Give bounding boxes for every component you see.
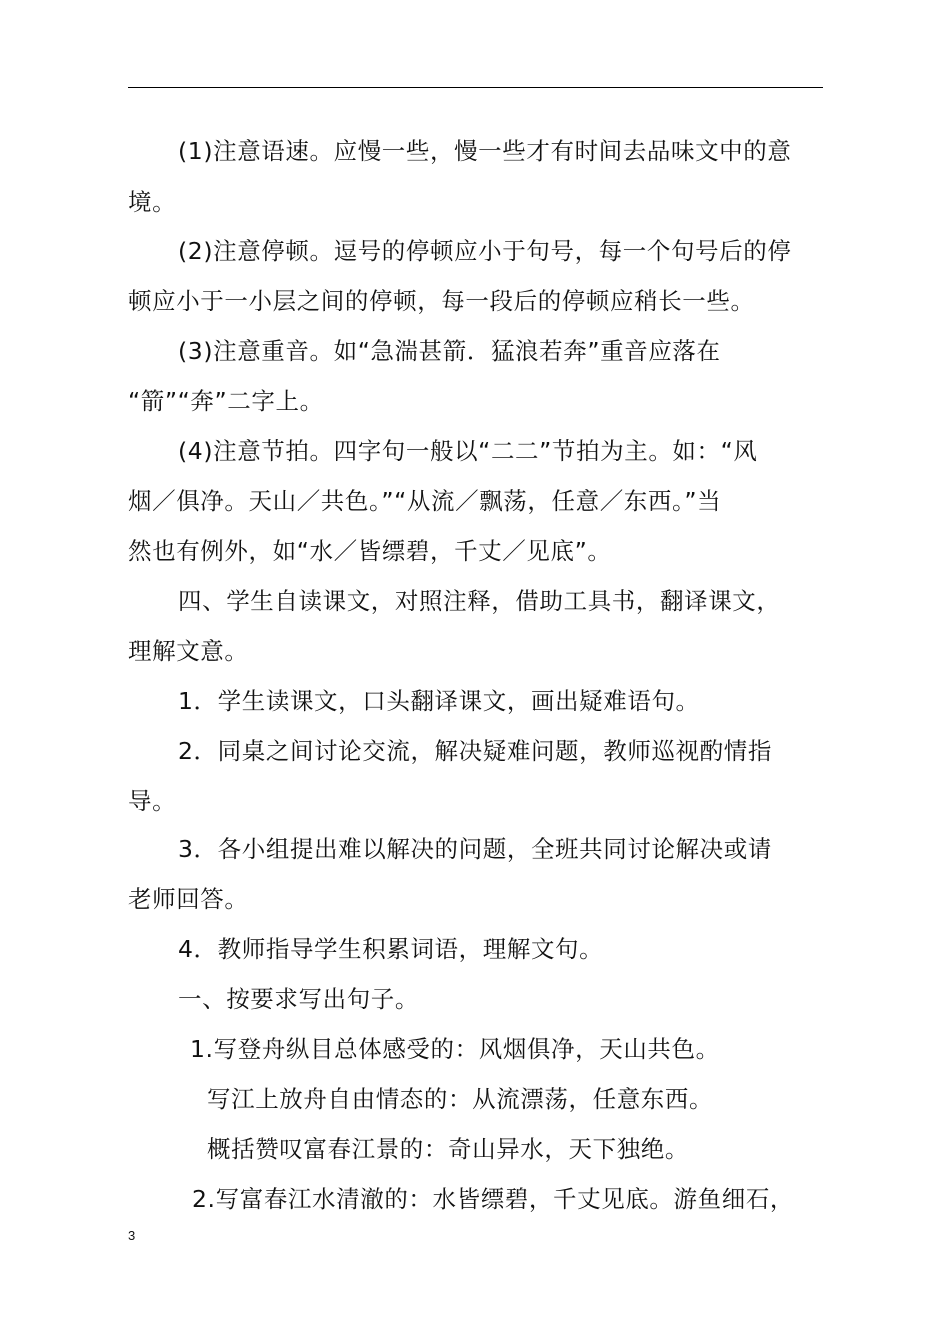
text-line: 顿应小于一小层之间的停顿，每一段后的停顿应稍长一些。 xyxy=(128,287,755,315)
text-line: (2)注意停顿。逗号的停顿应小于句号，每一个句号后的停 xyxy=(178,237,792,265)
text-line: (1)注意语速。应慢一些，慢一些才有时间去品味文中的意 xyxy=(178,137,792,165)
text-line: 四、学生自读课文，对照注释，借助工具书，翻译课文， xyxy=(178,587,781,615)
text-line: 一、按要求写出句子。 xyxy=(178,985,419,1013)
text-line: 4．教师指导学生积累词语，理解文句。 xyxy=(178,935,604,963)
text-line: (4)注意节拍。四字句一般以“二二”节拍为主。如：“风 xyxy=(178,437,758,465)
text-line: 理解文意。 xyxy=(128,637,249,665)
text-line: 老师回答。 xyxy=(128,885,249,913)
text-line: 然也有例外，如“水／皆缥碧，千丈／见底”。 xyxy=(128,537,612,565)
header-rule xyxy=(128,87,823,88)
text-line: 境。 xyxy=(128,188,177,216)
text-line: 3．各小组提出难以解决的问题，全班共同讨论解决或请 xyxy=(178,835,772,863)
page-number: 3 xyxy=(128,1228,136,1243)
text-line: 写江上放舟自由情态的：从流漂荡，任意东西。 xyxy=(207,1085,714,1113)
text-line: 2.写富春江水清澈的：水皆缥碧，千丈见底。游鱼细石， xyxy=(192,1185,795,1213)
text-line: 1．学生读课文，口头翻译课文，画出疑难语句。 xyxy=(178,687,700,715)
text-line: 2．同桌之间讨论交流，解决疑难问题，教师巡视酌情指 xyxy=(178,737,772,765)
text-line: “箭”“奔”二字上。 xyxy=(128,387,324,415)
text-line: (3)注意重音。如“急湍甚箭．猛浪若奔”重音应落在 xyxy=(178,337,721,365)
text-line: 概括赞叹富春江景的：奇山异水，天下独绝。 xyxy=(207,1135,689,1163)
text-line: 导。 xyxy=(128,787,177,815)
text-line: 1.写登舟纵目总体感受的：风烟俱净，天山共色。 xyxy=(190,1035,720,1063)
text-line: 烟／俱净。天山／共色。”“从流／飘荡，任意／东西。”当 xyxy=(128,487,722,515)
